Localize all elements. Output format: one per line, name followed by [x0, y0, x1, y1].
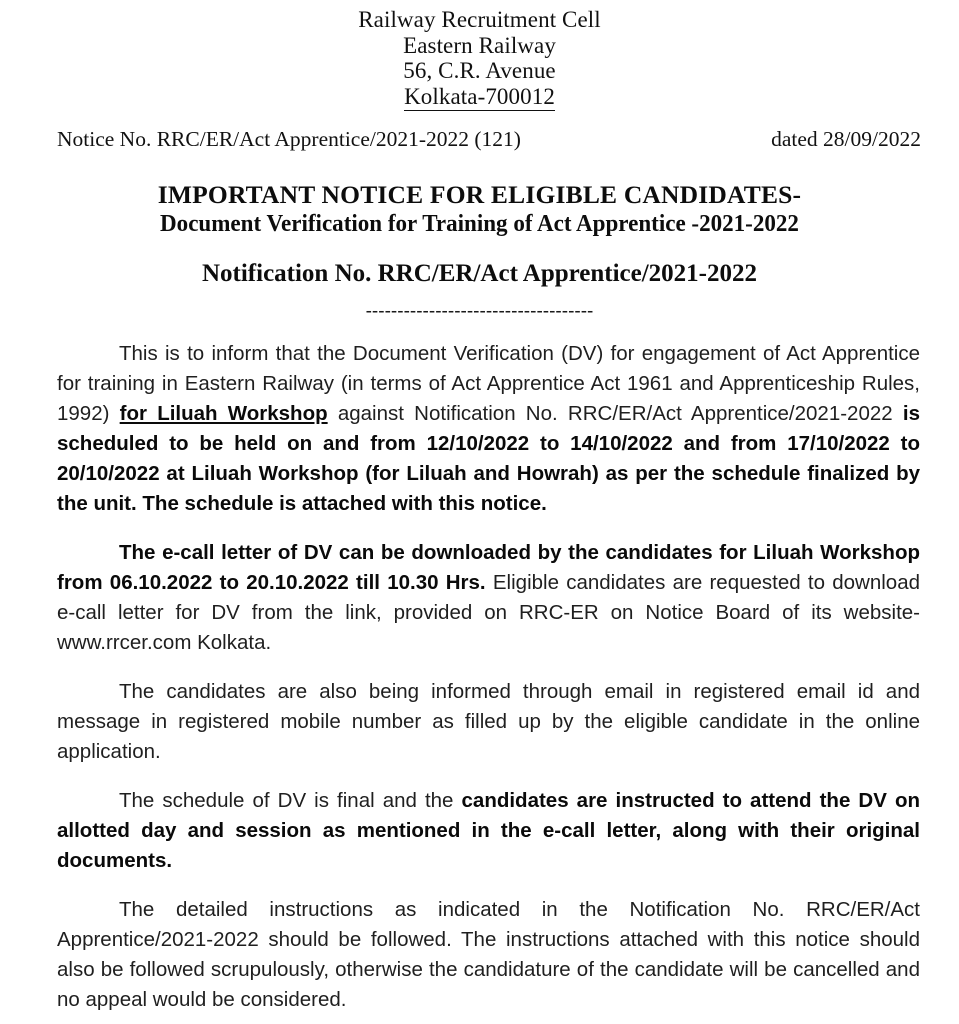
paragraph-1 [57, 339, 920, 519]
paragraph-1-segment-1: This is to inform that the Document Verification (DV) for engagement of Act Apprentice for training in Eastern Railway (in terms of Act Apprentice Act 1961 and Apprenticeship Rules, 1992) [57, 342, 920, 425]
paragraph-2-segment-2: Eligible candidates are requested to download e-call letter for DV from the link, provided on RRC-ER on Notice Board of its website-www.rrcer.com Kolkata. [57, 571, 920, 654]
dashed-divider: ------------------------------------ [365, 301, 594, 322]
notice-date: dated 28/09/2022 [771, 127, 921, 151]
letterhead-line-railway: Eastern Railway [403, 32, 556, 58]
paragraph-1-schedule-bold: is scheduled to be held on and from 12/10/2022 to 14/10/2022 and from 17/10/2022 to 20/10/2022 at Liluah Workshop (for Liluah and Howrah) as per the schedule finalized by the unit. The schedule is attached with this notice. [57, 402, 920, 515]
notice-meta-row [0, 127, 959, 155]
paragraph-1-highlight-liluah-workshop: for Liluah Workshop [119, 402, 328, 425]
letterhead-line-address: 56, C.R. Avenue [403, 58, 556, 83]
notification-number-heading: Notification No. RRC/ER/Act Apprentice/2021-2022 [201, 260, 758, 287]
paragraph-2 [57, 538, 920, 658]
notice-number: Notice No. RRC/ER/Act Apprentice/2021-2022 (121) [57, 127, 521, 151]
paragraph-2-ecall-bold: The e-call letter of DV can be downloaded by the candidates for Liluah Workshop from 06.10.2022 to 20.10.2022 till 10.30 Hrs. [57, 541, 920, 594]
letterhead-line-city-wrapper [0, 84, 959, 112]
letterhead-line-organization: Railway Recruitment Cell [358, 7, 601, 32]
paragraph-4-segment-1: The schedule of DV is final and the [119, 789, 462, 812]
paragraph-4-instruction-bold: candidates are instructed to attend the DV on allotted day and session as mentioned in the e-call letter, along with their original documents. [57, 789, 920, 872]
paragraph-4 [57, 786, 920, 876]
paragraph-1-segment-3: against Notification No. RRC/ER/Act Apprentice/2021-2022 [327, 402, 903, 425]
page-title: IMPORTANT NOTICE FOR ELIGIBLE CANDIDATES- [157, 180, 802, 209]
paragraph-5 [57, 895, 920, 1015]
letterhead-line-city: Kolkata-700012 [404, 84, 555, 112]
notice-body [0, 339, 959, 1015]
page-subtitle: Document Verification for Training of Act Apprentice -2021-2022 [160, 211, 799, 237]
paragraph-5-segment-1: The detailed instructions as indicated in the Notification No. RRC/ER/Act Apprentice/2021-2022 should be followed. The instructions attached with this notice should also be followed scrupulously, otherwise the candidature of the candidate will be cancelled and no appeal would be considered. [57, 898, 920, 1011]
title-block [0, 180, 959, 323]
paragraph-3-segment-1: The candidates are also being informed through email in registered email id and message in registered mobile number as filled up by the eligible candidate in the online application. [57, 680, 920, 763]
letterhead [0, 0, 959, 111]
paragraph-3 [57, 677, 920, 767]
